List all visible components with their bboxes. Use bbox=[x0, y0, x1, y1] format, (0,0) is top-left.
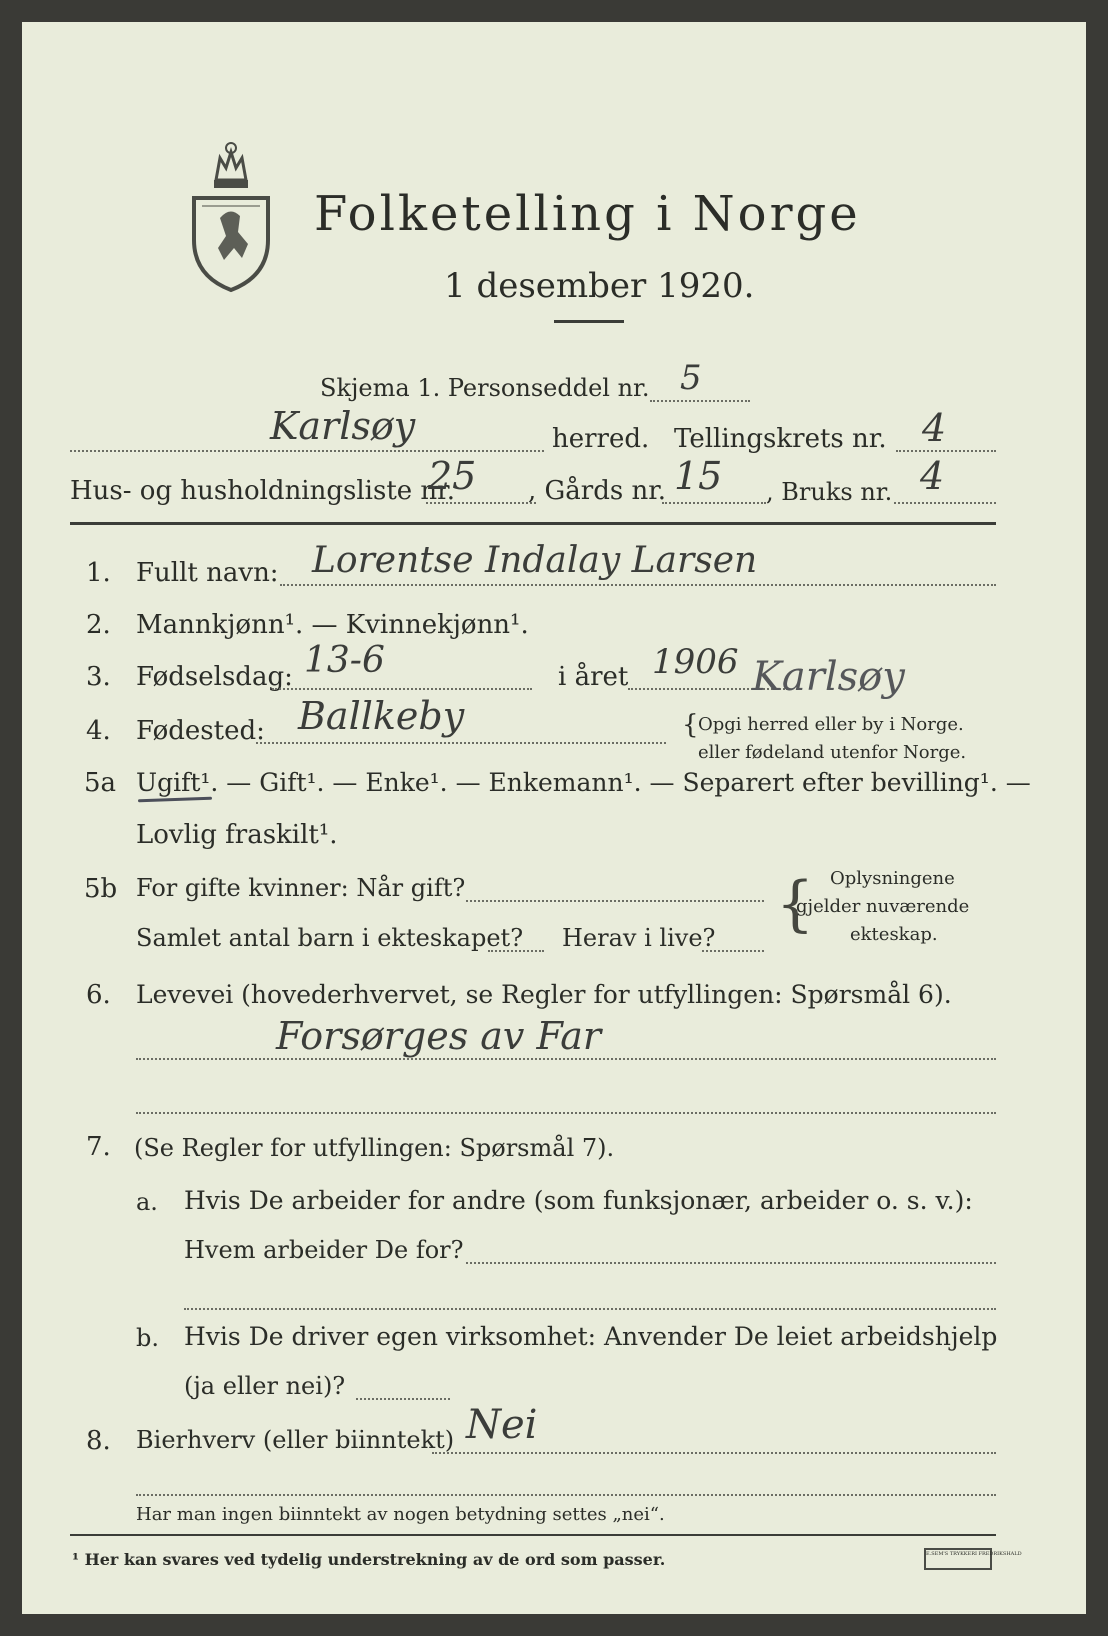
q4-line bbox=[256, 742, 666, 744]
hus-label: Hus- og husholdningsliste nr. bbox=[70, 476, 456, 506]
q5b-label3: Herav i live? bbox=[562, 924, 716, 952]
coat-of-arms-icon bbox=[190, 140, 272, 292]
q7a-letter: a. bbox=[136, 1188, 158, 1216]
krets-line bbox=[896, 450, 996, 452]
q5a-number: 5a bbox=[84, 768, 117, 798]
herred-value[interactable]: Karlsøy bbox=[270, 404, 416, 448]
q1-label: Fullt navn: bbox=[136, 558, 279, 588]
ugift-underline bbox=[138, 797, 212, 803]
q7b-line2: (ja eller nei)? bbox=[184, 1372, 346, 1400]
hus-value[interactable]: 25 bbox=[428, 454, 477, 498]
bruks-line bbox=[894, 502, 996, 504]
form-date: 1 desember 1920. bbox=[444, 266, 755, 306]
q8-line2 bbox=[136, 1494, 996, 1496]
q8-note: Har man ingen biinntekt av nogen betydning settes „nei“. bbox=[136, 1504, 665, 1525]
q6-line1 bbox=[136, 1058, 996, 1060]
header-rule bbox=[70, 522, 996, 525]
q1-line bbox=[280, 584, 996, 586]
q3-label: Fødselsdag: bbox=[136, 662, 293, 692]
birthplace-value[interactable]: Ballkeby bbox=[298, 694, 465, 738]
q7a-line bbox=[466, 1262, 996, 1264]
q5a-line2: Lovlig fraskilt¹. bbox=[136, 820, 338, 850]
hus-line bbox=[426, 502, 536, 504]
q7-label: (Se Regler for utfyllingen: Spørsmål 7). bbox=[134, 1134, 615, 1162]
gards-label: , Gårds nr. bbox=[528, 476, 667, 506]
q4-brace: { bbox=[682, 710, 699, 740]
gards-value[interactable]: 15 bbox=[674, 454, 723, 498]
footnote: ¹ Her kan svares ved tydelig understrekning av de ord som passer. bbox=[72, 1550, 666, 1569]
krets-label: Tellingskrets nr. bbox=[674, 424, 887, 454]
skjema-label: Skjema 1. Personseddel nr. bbox=[320, 374, 650, 402]
bruks-label: , Bruks nr. bbox=[766, 478, 893, 506]
form-title: Folketelling i Norge bbox=[314, 186, 861, 242]
q5b-label2: Samlet antal barn i ekteskapet? bbox=[136, 924, 524, 952]
skjema-line bbox=[650, 400, 750, 402]
q5b-number: 5b bbox=[84, 874, 118, 904]
q5b-note3: ekteskap. bbox=[850, 924, 938, 945]
q5b-note2: gjelder nuværende bbox=[796, 896, 970, 917]
q6-number: 6. bbox=[86, 980, 111, 1010]
q4-label: Fødested: bbox=[136, 716, 265, 746]
q7-number: 7. bbox=[86, 1132, 111, 1162]
bruks-value[interactable]: 4 bbox=[920, 454, 945, 498]
full-name-value[interactable]: Lorentse Indalay Larsen bbox=[312, 540, 758, 581]
krets-value[interactable]: 4 bbox=[922, 406, 947, 450]
q4-note-line1: Opgi herred eller by i Norge. bbox=[698, 714, 964, 735]
q8-line1 bbox=[432, 1452, 996, 1454]
q5a-line1: Ugift¹. — Gift¹. — Enke¹. — Enkemann¹. — Separert efter bevilling¹. — bbox=[136, 768, 1031, 797]
q8-number: 8. bbox=[86, 1426, 111, 1456]
q1-number: 1. bbox=[86, 558, 111, 588]
q3-number: 3. bbox=[86, 662, 111, 692]
herred-label: herred. bbox=[552, 424, 650, 454]
footer-rule bbox=[70, 1534, 996, 1536]
q7b-line1: Hvis De driver egen virksomhet: Anvender De leiet arbeidshjelp bbox=[184, 1322, 998, 1351]
q7a-line2: Hvem arbeider De for? bbox=[184, 1236, 464, 1264]
birthday-value[interactable]: 13-6 bbox=[304, 640, 385, 681]
q5b-note1: Oplysningene bbox=[830, 868, 955, 889]
q5b-label1: For gifte kvinner: Når gift? bbox=[136, 874, 466, 902]
gards-line bbox=[662, 502, 766, 504]
q7b-letter: b. bbox=[136, 1324, 159, 1352]
q8-label: Bierhverv (eller biinntekt) bbox=[136, 1426, 455, 1454]
q6-line2 bbox=[136, 1112, 996, 1114]
q7a-line1: Hvis De arbeider for andre (som funksjonær, arbeider o. s. v.): bbox=[184, 1186, 973, 1215]
title-divider bbox=[554, 320, 624, 323]
q4-note-line2: eller fødeland utenfor Norge. bbox=[698, 742, 967, 763]
q3-line bbox=[272, 688, 532, 690]
q7b-line bbox=[356, 1398, 450, 1400]
herred-line bbox=[70, 450, 544, 452]
q5b-brace: { bbox=[776, 869, 815, 939]
q2-number: 2. bbox=[86, 610, 111, 640]
q2-label: Mannkjønn¹. — Kvinnekjønn¹. bbox=[136, 610, 529, 640]
birth-year-value[interactable]: 1906 bbox=[652, 642, 739, 682]
q4-number: 4. bbox=[86, 716, 111, 746]
q3-year-label: i året bbox=[558, 662, 629, 692]
birthplace-note-value[interactable]: Karlsøy bbox=[752, 654, 905, 700]
skjema-value[interactable]: 5 bbox=[680, 358, 702, 398]
q5b-children-line bbox=[488, 950, 544, 952]
q5b-married-line bbox=[466, 900, 764, 902]
q7a-line2-dots bbox=[184, 1308, 996, 1310]
q5b-alive-line bbox=[702, 950, 764, 952]
printer-stamp: E.SEM'S TRYKKERI FREDRIKSHALD bbox=[924, 1548, 992, 1570]
occupation-value[interactable]: Forsørges av Far bbox=[276, 1014, 602, 1058]
side-income-value[interactable]: Nei bbox=[466, 1402, 538, 1448]
census-form bbox=[22, 22, 1086, 1614]
q6-label: Levevei (hovederhvervet, se Regler for utfyllingen: Spørsmål 6). bbox=[136, 980, 952, 1009]
